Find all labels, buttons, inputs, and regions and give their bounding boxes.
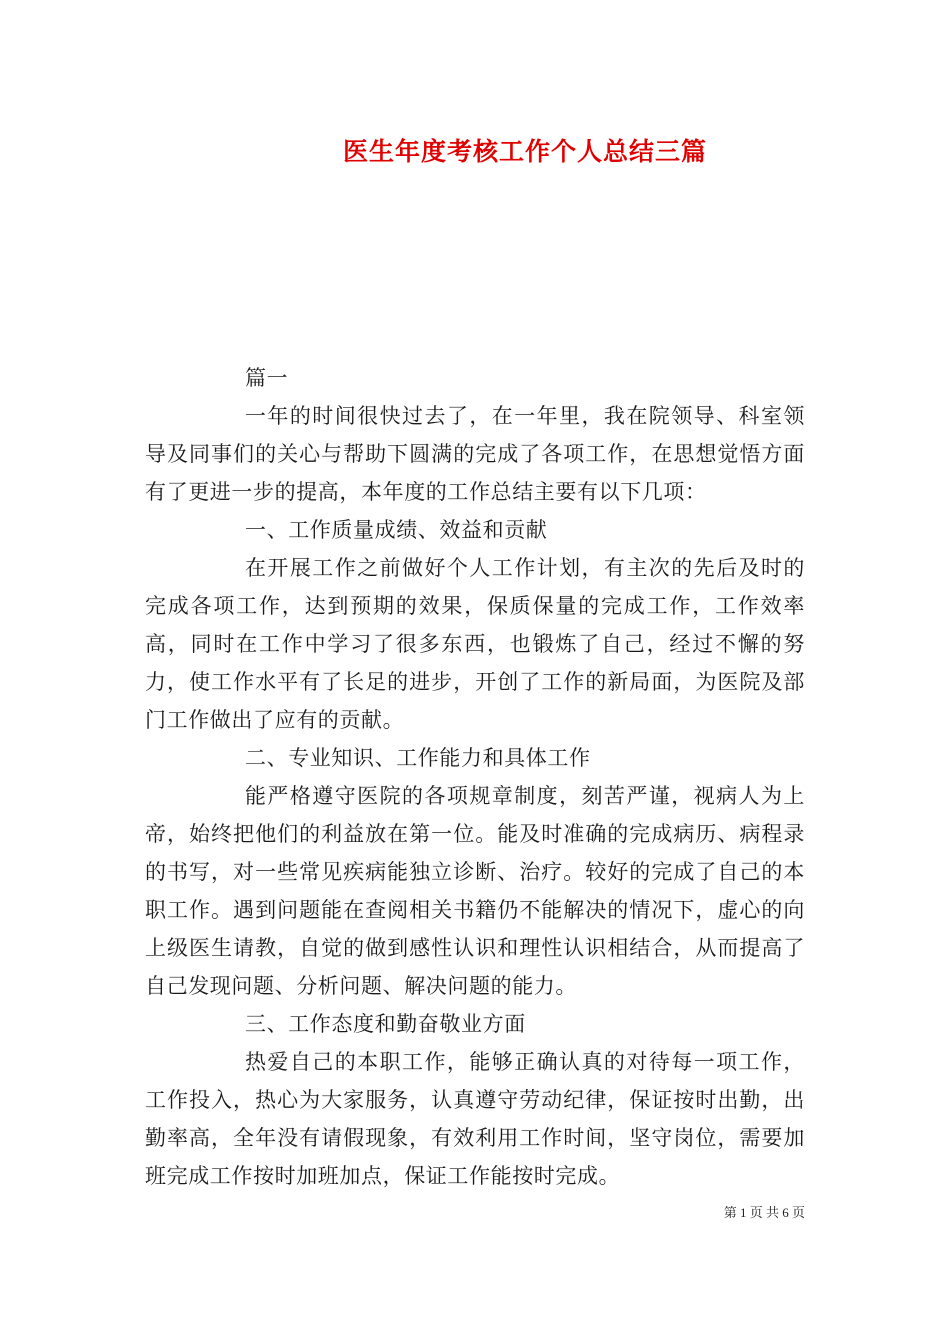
heading-work-attitude: 三、工作态度和勤奋敬业方面 [245,1012,526,1036]
paragraph-work-attitude: 热爱自己的本职工作，能够正确认真的对待每一项工作，工作投入，热心为大家服务，认真遵守劳动纪律，保证按时出勤，出勤率高，全年没有请假现象，有效利用工作时间，坚守岗位，需要加班完成工作按时加班加点，保证工作能按时完成。 [145,1050,805,1188]
intro-paragraph: 一年的时间很快过去了，在一年里，我在院领导、科室领导及同事们的关心与帮助下圆满的完成了各项工作，在思想觉悟方面有了更进一步的提高，本年度的工作总结主要有以下几项： [145,404,805,504]
section-label: 篇一 [245,366,289,390]
document-title: 医生年度考核工作个人总结三篇 [342,137,707,166]
document-body [145,359,805,1195]
page-number: 第 1 页 共 6 页 [723,1205,805,1220]
paragraph-professional-knowledge: 能严格遵守医院的各项规章制度，刻苦严谨，视病人为上帝，始终把他们的利益放在第一位。能及时准确的完成病历、病程录的书写，对一些常见疾病能独立诊断、治疗。较好的完成了自己的本职工作。遇到问题能在查阅相关书籍仍不能解决的情况下，虚心的向上级医生请教，自觉的做到感性认识和理性认识相结合，从而提高了自己发现问题、分析问题、解决问题的能力。 [145,784,805,998]
heading-work-quality: 一、工作质量成绩、效益和贡献 [245,518,548,542]
paragraph-work-quality: 在开展工作之前做好个人工作计划，有主次的先后及时的完成各项工作，达到预期的效果，保质保量的完成工作，工作效率高，同时在工作中学习了很多东西，也锻炼了自己，经过不懈的努力，使工作水平有了长足的进步，开创了工作的新局面，为医院及部门工作做出了应有的贡献。 [145,556,805,732]
heading-professional-knowledge: 二、专业知识、工作能力和具体工作 [245,746,591,770]
